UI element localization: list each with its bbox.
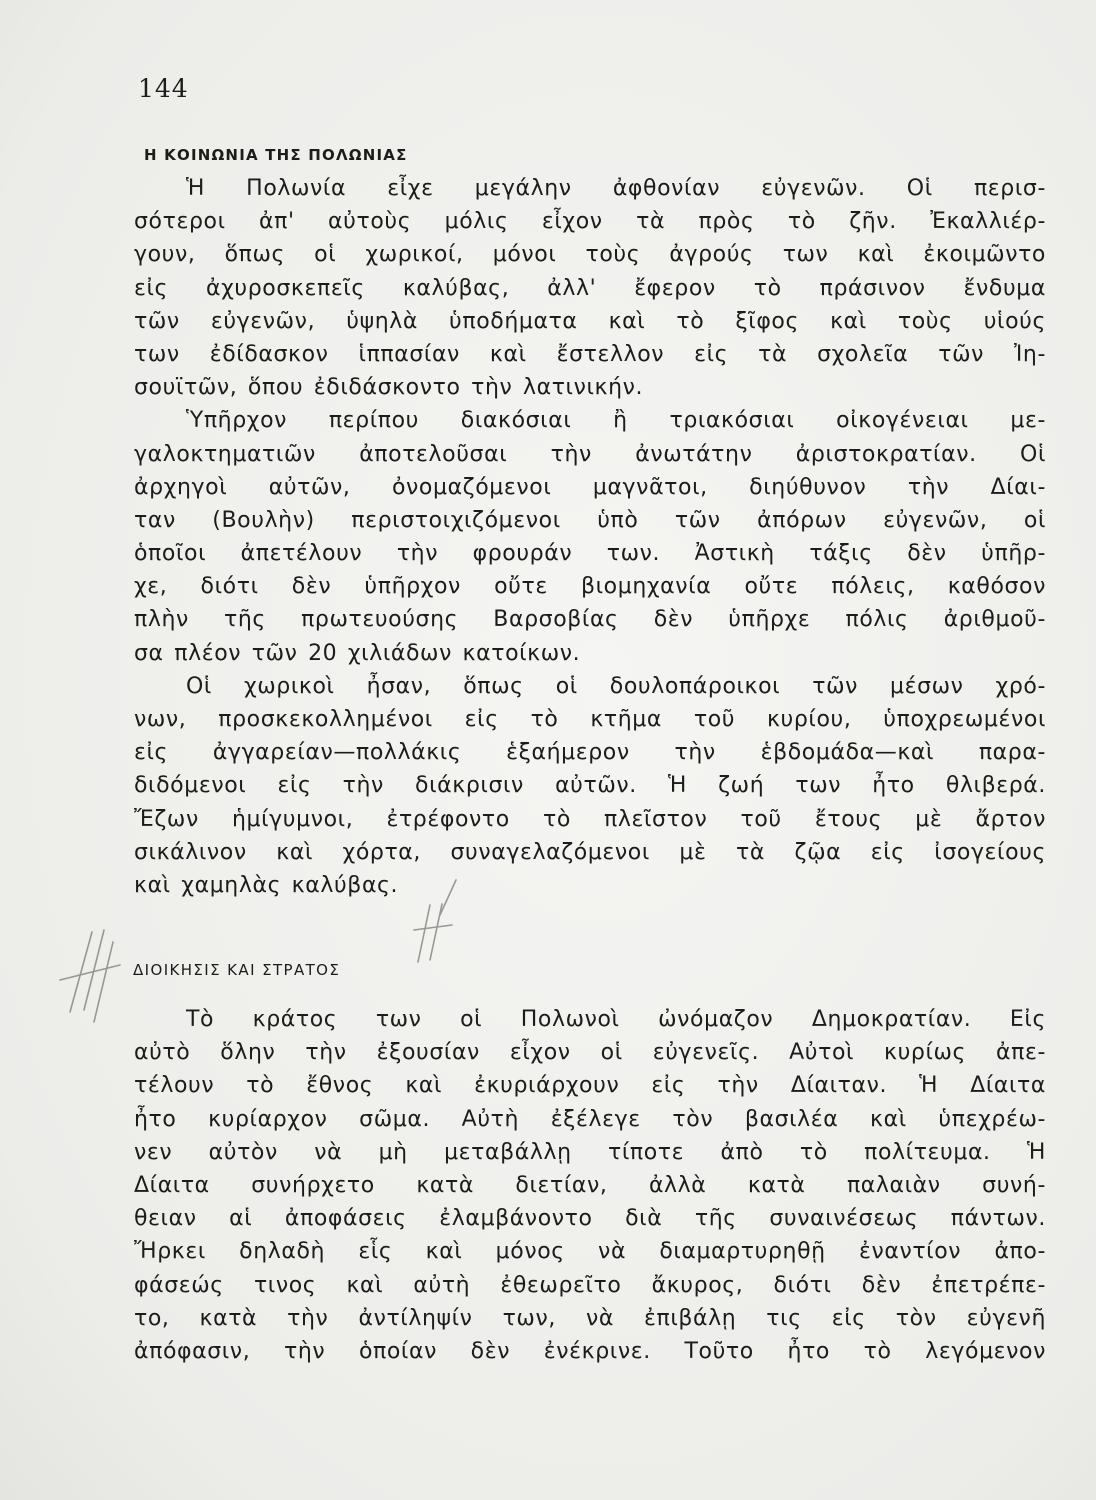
text-line: σότεροι ἀπ' αὐτοὺς μόλις εἶχον τὰ πρὸς τὸ ζῆν. Ἐκαλλιέρ- — [134, 209, 1046, 235]
pencil-stroke — [84, 930, 104, 1010]
text-line: ὁποῖοι ἀπετέλουν τὴν φρουράν των. Ἀστικὴ τάξις δὲν ὑπῆρ- — [134, 541, 1046, 567]
text-line: ταν (Βουλὴν) περιστοιχιζόμενοι ὑπὸ τῶν ἀπόρων εὐγενῶν, οἱ — [134, 507, 1046, 533]
text-line: σουϊτῶν, ὅπου ἐδιδάσκοντο τὴν λατινικήν. — [134, 375, 644, 401]
text-line: Ἔζων ἡμίγυμνοι, ἐτρέφοντο τὸ πλεῖστον τοῦ ἔτους μὲ ἄρτον — [134, 806, 1046, 832]
text-line: διδόμενοι εἰς τὴν διάκρισιν αὐτῶν. Ἡ ζωή των ἦτο θλιβερά. — [134, 773, 1046, 799]
text-line: ἀπόφασιν, τὴν ὁποίαν δὲν ἐνέκρινε. Τοῦτο ἦτο τὸ λεγόμενον — [134, 1338, 1046, 1364]
text-line: ἦτο κυρίαρχον σῶμα. Αὐτὴ ἐξέλεγε τὸν βασιλέα καὶ ὑπεχρέω- — [134, 1106, 1046, 1132]
text-line: γουν, ὅπως οἱ χωρικοί, μόνοι τοὺς ἀγρούς των καὶ ἐκοιμῶντο — [134, 242, 1046, 268]
text-line: πλὴν τῆς πρωτευούσης Βαρσοβίας δὲν ὑπῆρχε πόλις ἀριθμοῦ- — [134, 607, 1046, 633]
text-line: τέλουν τὸ ἔθνος καὶ ἐκυριάρχουν εἰς τὴν Δίαιταν. Ἡ Δίαιτα — [134, 1073, 1046, 1099]
text-line: νεν αὐτὸν νὰ μὴ μεταβάλλῃ τίποτε ἀπὸ τὸ πολίτευμα. Ἡ — [134, 1139, 1046, 1165]
text-line: φάσεώς τινος καὶ αὐτὴ ἐθεωρεῖτο ἄκυρος, διότι δὲν ἐπετρέπε- — [134, 1272, 1046, 1298]
text-line: χε, διότι δὲν ὑπῆρχον οὔτε βιομηχανία οὔτε πόλεις, καθόσον — [134, 574, 1046, 600]
text-line: καὶ χαμηλὰς καλύβας. — [134, 872, 399, 898]
text-line: γαλοκτηματιῶν ἀποτελοῦσαι τὴν ἀνωτάτην ἀριστοκρατίαν. Οἱ — [134, 441, 1046, 467]
pencil-stroke — [94, 942, 113, 1022]
section-1-text — [134, 172, 1046, 902]
text-line: εἰς ἀγγαρείαν—πολλάκις ἑξαήμερον τὴν ἑβδομάδα—καὶ παρα- — [134, 740, 1046, 766]
pencil-stroke — [60, 965, 120, 980]
text-line: Οἱ χωρικοὶ ἦσαν, ὅπως οἱ δουλοπάροικοι τῶν μέσων χρό- — [186, 673, 1046, 699]
pencil-stroke — [418, 905, 430, 962]
text-line: αὐτὸ ὅλην τὴν ἐξουσίαν εἶχον οἱ εὐγενεῖς. Αὐτοὶ κυρίως ἀπε- — [134, 1040, 1046, 1066]
text-line: σα πλέον τῶν 20 χιλιάδων κατοίκων. — [134, 640, 581, 666]
text-line: εἰς ἀχυροσκεπεῖς καλύβας, ἀλλ' ἔφερον τὸ πράσινον ἔνδυμα — [134, 275, 1046, 301]
text-line: Ἡ Πολωνία εἶχε μεγάλην ἀφθονίαν εὐγενῶν. Οἱ περισ- — [186, 176, 1046, 201]
page-number: 144 — [138, 74, 189, 103]
text-line: νων, προσκεκολλημένοι εἰς τὸ κτῆμα τοῦ κυρίου, ὑποχρεωμένοι — [134, 707, 1046, 732]
text-line: Δίαιτα συνήρχετο κατὰ διετίαν, ἀλλὰ κατὰ παλαιὰν συνή- — [134, 1172, 1046, 1198]
pencil-stroke — [70, 932, 92, 1012]
running-head: Η ΚΟΙΝΩΝΙΑ ΤΗΣ ΠΟΛΩΝΙΑΣ — [144, 146, 408, 164]
text-line: Ὑπῆρχον περίπου διακόσιαι ἢ τριακόσιαι οἰκογένειαι με- — [186, 408, 1046, 434]
text-line: ἀρχηγοὶ αὐτῶν, ὀνομαζόμενοι μαγνᾶτοι, διηύθυνον τὴν Δίαι- — [134, 474, 1046, 500]
section-heading: ΔΙΟΙΚΗΣΙΣ ΚΑΙ ΣΤΡΑΤΟΣ — [133, 961, 341, 979]
section-2-text — [134, 1003, 1046, 1368]
text-line: Ἤρκει δηλαδὴ εἷς καὶ μόνος νὰ διαμαρτυρηθῇ ἐναντίον ἀπο- — [134, 1239, 1046, 1265]
text-line: τῶν εὐγενῶν, ὑψηλὰ ὑποδήματα καὶ τὸ ξῖφος καὶ τοὺς υἱούς — [134, 308, 1046, 334]
pencil-stroke — [430, 904, 442, 960]
text-line: θειαν αἱ ἀποφάσεις ἐλαμβάνοντο διὰ τῆς συναινέσεως πάντων. — [134, 1206, 1046, 1232]
text-line: σικάλινον καὶ χόρτα, συναγελαζόμενοι μὲ τὰ ζῷα εἰς ἰσογείους — [134, 839, 1046, 865]
pencil-stroke — [414, 925, 452, 930]
text-line: των ἐδίδασκον ἱππασίαν καὶ ἔστελλον εἰς τὰ σχολεῖα τῶν Ἰη- — [134, 341, 1046, 367]
text-line: το, κατὰ τὴν ἀντίληψίν των, νὰ ἐπιβάλῃ τις εἰς τὸν εὐγενῆ — [134, 1305, 1046, 1331]
text-line: Τὸ κράτος των οἱ Πολωνοὶ ὠνόμαζον Δημοκρατίαν. Εἰς — [186, 1007, 1046, 1032]
